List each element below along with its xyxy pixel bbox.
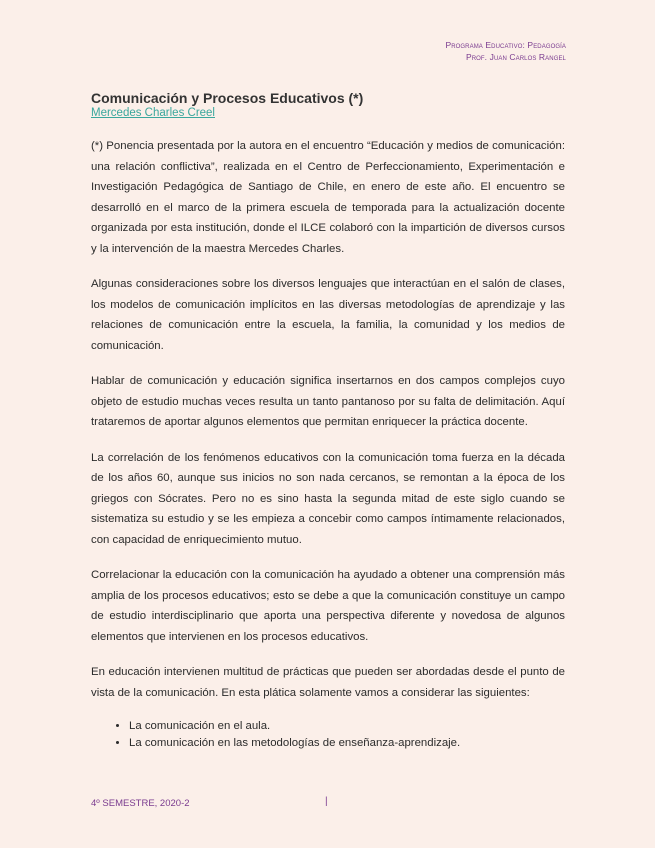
paragraph-4: La correlación de los fenómenos educativos con la comunicación toma fuerza en la década de los años 60, aunque sus inicios no son nada cercanos, se remontan a la época de los griegos con Sócrates. Pero no es sino hasta la segunda mitad de este siglo cuando se sistematiza su estudio y se les empieza a concebir como campos íntimamente relacionados, con capacidad de enriquecimiento mutuo.: [91, 451, 565, 546]
bullet-list: [91, 718, 565, 751]
program-label: Programa Educativo: Pedagogía: [445, 40, 566, 50]
bullet-item-1: • La comunicación en el aula.: [129, 718, 565, 735]
paragraph-3: Hablar de comunicación y educación significa insertarnos en dos campos complejos cuyo objeto de estudio muchas veces resulta un tanto pantanoso por su falta de delimitación. Aquí trataremos de aportar algunos elementos que permitan enriquecer la práctica docente.: [91, 375, 565, 428]
footer-semester: 4º SEMESTRE, 2020-2: [91, 798, 190, 809]
professor-label: Prof. Juan Carlos Rangel: [465, 52, 566, 62]
document-body: [91, 136, 565, 751]
footer-page-marker: |: [325, 796, 328, 807]
author-link[interactable]: Mercedes Charles Creel: [91, 107, 215, 119]
paragraph-5: Correlacionar la educación con la comunicación ha ayudado a obtener una comprensión más amplia de los procesos educativos; esto se debe a que la comunicación constituye un campo de estudio interdisciplinario que aporta una perspectiva diferente y novedosa de algunos elementos que intervienen en los procesos educativos.: [91, 569, 565, 643]
paragraph-1: (*) Ponencia presentada por la autora en el encuentro “Educación y medios de comunicación: una relación conflictiva”, realizada en el Centro de Perfeccionamiento, Experimentación e Investigación Pedagógica de Santiago de Chile, en enero de este año. El encuentro se desarrolló en el marco de la primera escuela de temporada para la actualización docente organizada por esta institución, donde el ILCE colaboró con la impartición de diversos cursos y la intervención de la maestra Mercedes Charles.: [91, 140, 565, 255]
bullet-item-2: • La comunicación en las metodologías de enseñanza-aprendizaje.: [129, 735, 565, 752]
paragraph-2: Algunas consideraciones sobre los diversos lenguajes que interactúan en el salón de clases, los modelos de comunicación implícitos en las diversas metodologías de aprendizaje y las relaciones de comunicación entre la escuela, la familia, la comunidad y los medios de comunicación.: [91, 278, 565, 352]
page-header: [445, 39, 566, 63]
document-title: Comunicación y Procesos Educativos (*): [91, 90, 364, 106]
paragraph-6: En educación intervienen multitud de prácticas que pueden ser abordadas desde el punto de vista de la comunicación. En esta plática solamente vamos a considerar las siguientes:: [91, 666, 565, 699]
